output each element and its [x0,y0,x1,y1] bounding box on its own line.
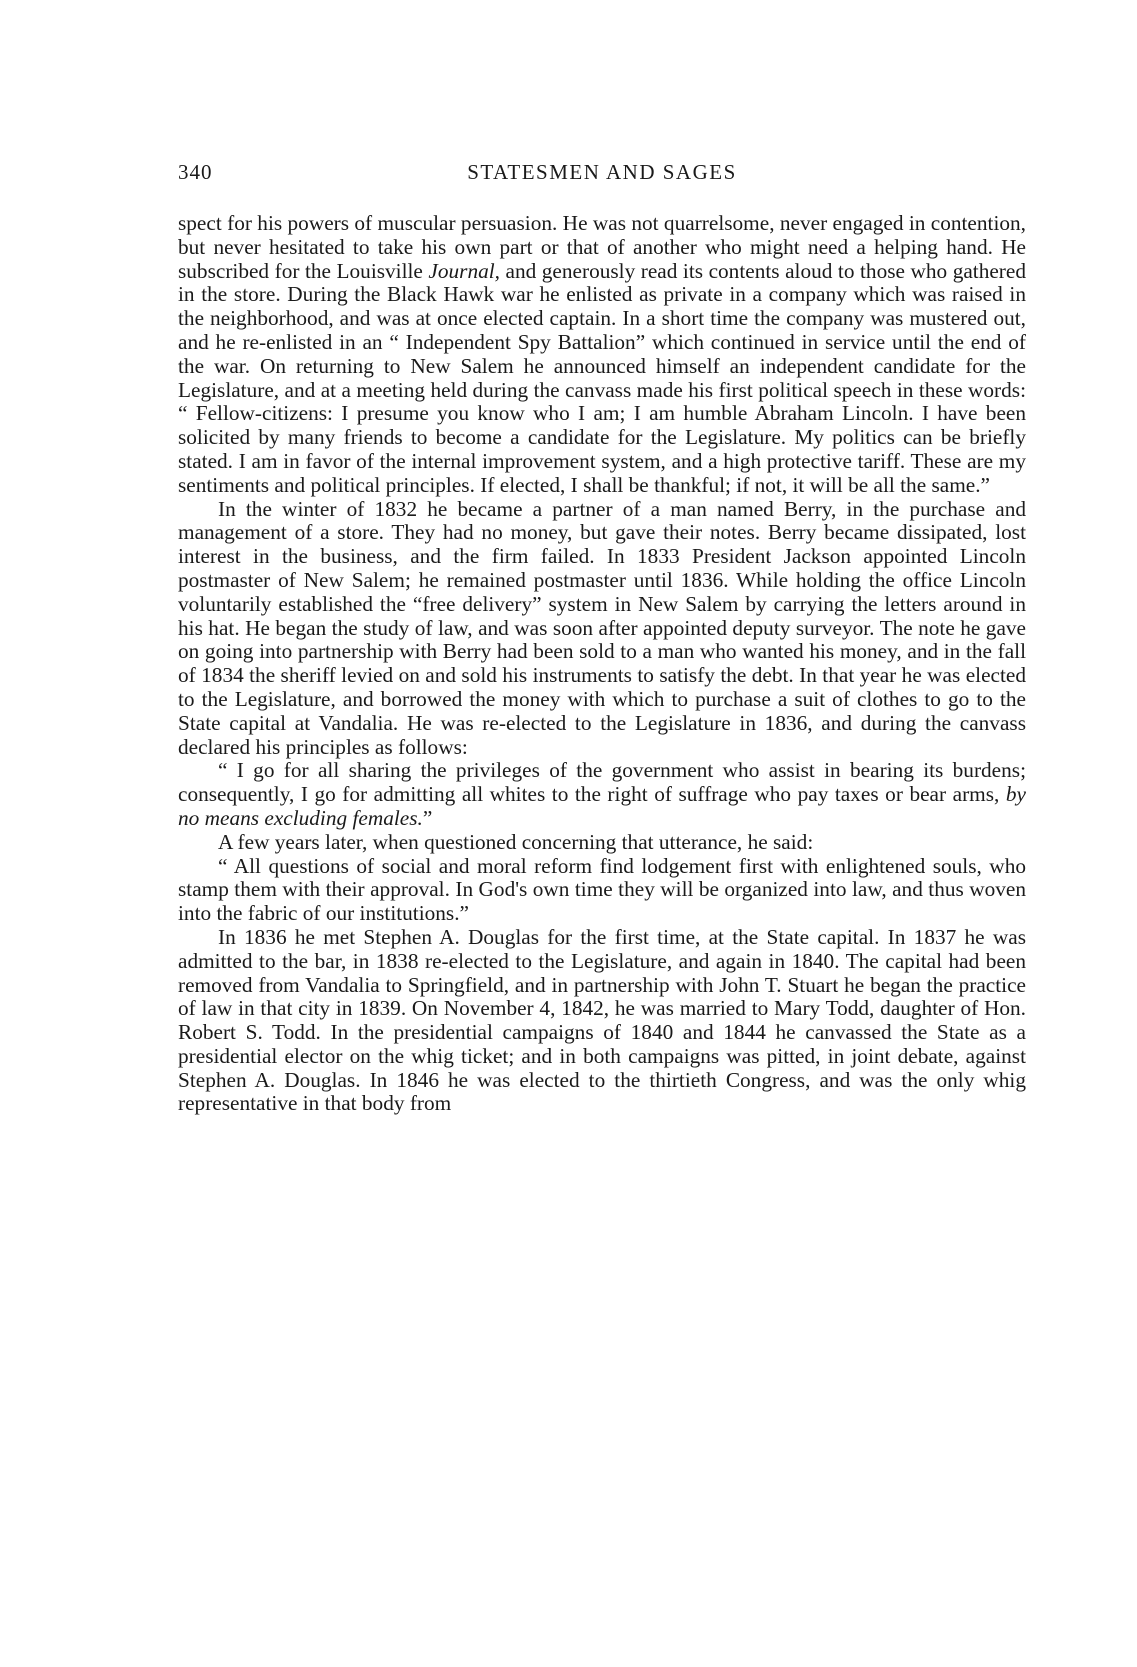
quotation-paragraph: “ All questions of social and moral reform find lodgement first with enlightened souls, who stamp them with their approval. In God's own time they will be organized into law, and thus woven into the fabric of our institutions.” [178,853,1026,926]
paragraph-text: ” [422,805,433,830]
running-title: STATESMEN AND SAGES [467,160,737,184]
quotation-paragraph [178,759,1026,830]
paragraph-continued [178,212,1026,498]
paragraph-text: “ I go for all sharing the privileges of the government who assist in bearing its burdens; consequently, I go for admitting all whites to the right of suffrage who pay taxes or bear arms, [178,758,1026,807]
paragraph-text: spect for his powers of muscular persuasion. He was not quarrelsome, never engaged in contention, but never hesitated to take his own part or that of another who might need a helping hand. He subscribed for the Louisville [178,211,1026,283]
paragraph: A few years later, when questioned concerning that utterance, he said: [218,829,814,854]
page-number: 340 [178,160,213,184]
italic-text: by no means excluding females. [178,782,1026,830]
paragraph: In 1836 he met Stephen A. Douglas for the first time, at the State capital. In 1837 he was admitted to the bar, in 1838 re-elected to the Legislature, and again in 1840. The capital had been removed from Vandalia to Springfield, and in partnership with John T. Stuart he began the practice of law in that city in 1839. On November 4, 1842, he was married to Mary Todd, daughter of Hon. Robert S. Todd. In the presidential campaigns of 1840 and 1844 he canvassed the State as a presidential elector on the whig ticket; and in both campaigns was pitted, in joint debate, against Stephen A. Douglas. In 1846 he was elected to the thirtieth Congress, and was the only whig representative in that body from [178,924,1026,1116]
body-text [178,212,1026,1116]
running-head [178,160,1026,190]
italic-text: Journal, [428,258,500,283]
paragraph: In the winter of 1832 he became a partner of a man named Berry, in the purchase and management of a store. They had no money, but gave their notes. Berry became dissipated, lost interest in the business, and the firm failed. In 1833 President Jackson appointed Lincoln postmaster of New Salem; he remained postmaster until 1836. While holding the office Lincoln voluntarily established the “free delivery” system in New Salem by carrying the letters around in his hat. He began the study of law, and was soon after appointed deputy surveyor. The note he gave on going into partnership with Berry had been sold to a man who wanted his money, and in the fall of 1834 the sheriff levied on and sold his instruments to satisfy the debt. In that year he was elected to the Legislature, and borrowed the money with which to purchase a suit of clothes to go to the State capital at Vandalia. He was re-elected to the Legislature in 1836, and during the canvass declared his principles as follows: [178,496,1026,759]
paragraph-text: and generously read its contents aloud to those who gathered in the store. During the Black Hawk war he enlisted as private in a company which was raised in the neighborhood, and was at once elected captain. In a short time the company was mustered out, and he re-enlisted in an “ Independent Spy Battalion” which continued in service until the end of the war. On returning to New Salem he announced himself an independent candidate for the Legislature, and at a meeting held during the canvass made his first political speech in these words: “ Fellow-citizens: I presume you know who I am; I am humble Abraham Lincoln. I have been solicited by many friends to become a candidate for the Legislature. My politics can be briefly stated. I am in favor of the internal improvement system, and a high protective tariff. These are my sentiments and political principles. If elected, I shall be thankful; if not, it will be all the same.” [178,258,1027,497]
